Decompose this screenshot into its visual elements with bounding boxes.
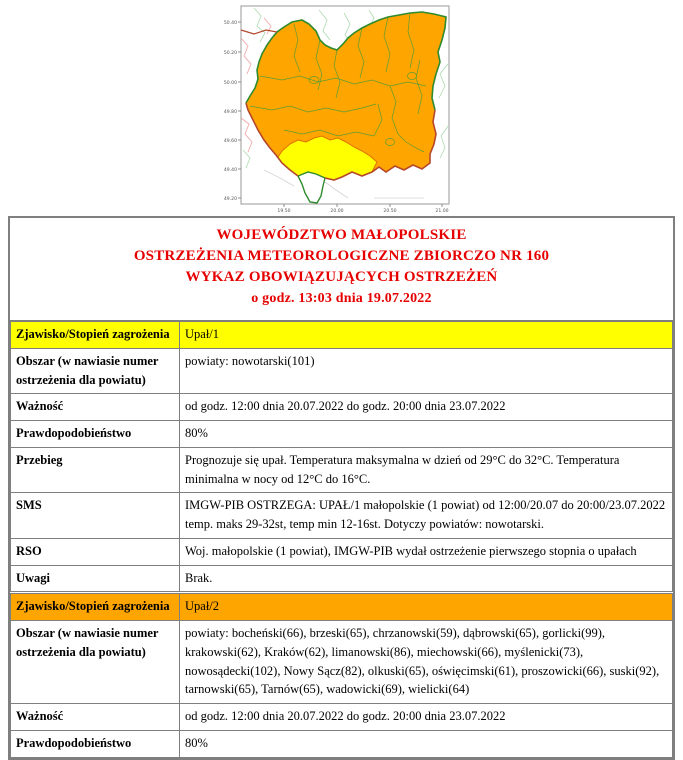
document-header — [10, 218, 673, 321]
row-label: Ważność — [11, 704, 180, 731]
x-axis-labels — [277, 208, 448, 214]
x-tick: 20.00 — [329, 209, 344, 214]
table-row-area-2 — [11, 621, 673, 704]
table-row-probability-1 — [11, 421, 673, 448]
y-tick: 49.40 — [223, 168, 237, 173]
y-tick: 50.00 — [223, 81, 237, 86]
y-tick: 50.40 — [223, 21, 237, 26]
row-value: od godz. 12:00 dnia 20.07.2022 do godz. 20:00 dnia 23.07.2022 — [180, 394, 673, 421]
y-tick: 49.60 — [223, 139, 237, 144]
table-row-validity-2 — [11, 704, 673, 731]
row-value: powiaty: bocheński(66), brzeski(65), chrzanowski(59), dąbrowski(65), gorlicki(99), krakowski(62), Kraków(62), limanowski(86), miechowski(66), myślenicki(73), nowosądecki(102), Nowy Sącz(82), olkuski(65), oświęcimski(61), proszowicki(66), suski(92), tarnowski(65), Tarnów(65), wadowicki(69), wielicki(64) — [180, 621, 673, 704]
table-row-validity-1 — [11, 394, 673, 421]
map-svg — [224, 0, 460, 213]
y-tick: 49.20 — [223, 197, 237, 202]
row-label: Obszar (w nawiasie numer ostrzeżenia dla powiatu) — [11, 621, 180, 704]
table-row-phenomenon-2 — [11, 593, 673, 621]
x-tick: 21.00 — [434, 209, 449, 214]
row-label: SMS — [11, 493, 180, 539]
table-row-course-1 — [11, 447, 673, 493]
row-label: Ważność — [11, 394, 180, 421]
row-value: od godz. 12:00 dnia 20.07.2022 do godz. 20:00 dnia 23.07.2022 — [180, 704, 673, 731]
row-value: powiaty: nowotarski(101) — [180, 348, 673, 394]
voivodeship-title: WOJEWÓDZTWO MAŁOPOLSKIE — [216, 227, 467, 243]
table-row-sms-1 — [11, 493, 673, 539]
row-value: Woj. małopolskie (1 powiat), IMGW-PIB wydał ostrzeżenie pierwszego stopnia o upałach — [180, 538, 673, 565]
row-value: IMGW-PIB OSTRZEGA: UPAŁ/1 małopolskie (1 powiat) od 12:00/20.07 do 20:00/23.07.2022 temp. maks 29-32st, temp min 12-16st. Dotyczy powiatów: nowotarski. — [180, 493, 673, 539]
row-value: Upał/2 — [180, 593, 673, 621]
bulletin-title: OSTRZEŻENIA METEOROLOGICZNE ZBIORCZO NR 160 — [133, 248, 550, 264]
bulletin-subtitle: WYKAZ OBOWIĄZUJĄCYCH OSTRZEŻEŃ — [185, 269, 498, 285]
row-label: Zjawisko/Stopień zagrożenia — [11, 322, 180, 349]
warning-document — [8, 216, 675, 760]
row-label: Przebieg — [11, 447, 180, 493]
y-tick: 49.80 — [223, 110, 237, 115]
row-label: Uwagi — [11, 565, 180, 593]
y-axis-labels — [223, 20, 236, 202]
row-label: Obszar (w nawiasie numer ostrzeżenia dla powiatu) — [11, 348, 180, 394]
row-value: 80% — [180, 730, 673, 757]
row-label: Prawdopodobieństwo — [11, 421, 180, 448]
row-value: Brak. — [180, 565, 673, 593]
row-value: Prognozuje się upał. Temperatura maksymalna w dzień od 29°C do 32°C. Temperatura minimalna w nocy od 12°C do 16°C. — [180, 447, 673, 493]
row-label: RSO — [11, 538, 180, 565]
row-label: Prawdopodobieństwo — [11, 730, 180, 757]
table-row-remarks-1 — [11, 565, 673, 593]
x-tick: 20.50 — [382, 209, 397, 214]
table-row-probability-2 — [11, 730, 673, 757]
table-row-phenomenon-1 — [11, 322, 673, 349]
x-tick: 19.50 — [276, 209, 291, 214]
row-value: 80% — [180, 421, 673, 448]
row-value: Upał/1 — [180, 322, 673, 349]
issue-datetime: o godz. 13:03 dnia 19.07.2022 — [251, 291, 432, 306]
warnings-table — [10, 321, 673, 758]
row-label: Zjawisko/Stopień zagrożenia — [11, 593, 180, 621]
y-tick: 50.20 — [223, 51, 237, 56]
malopolskie-warning-map — [224, 0, 460, 213]
table-row-rso-1 — [11, 538, 673, 565]
table-row-area-1 — [11, 348, 673, 394]
